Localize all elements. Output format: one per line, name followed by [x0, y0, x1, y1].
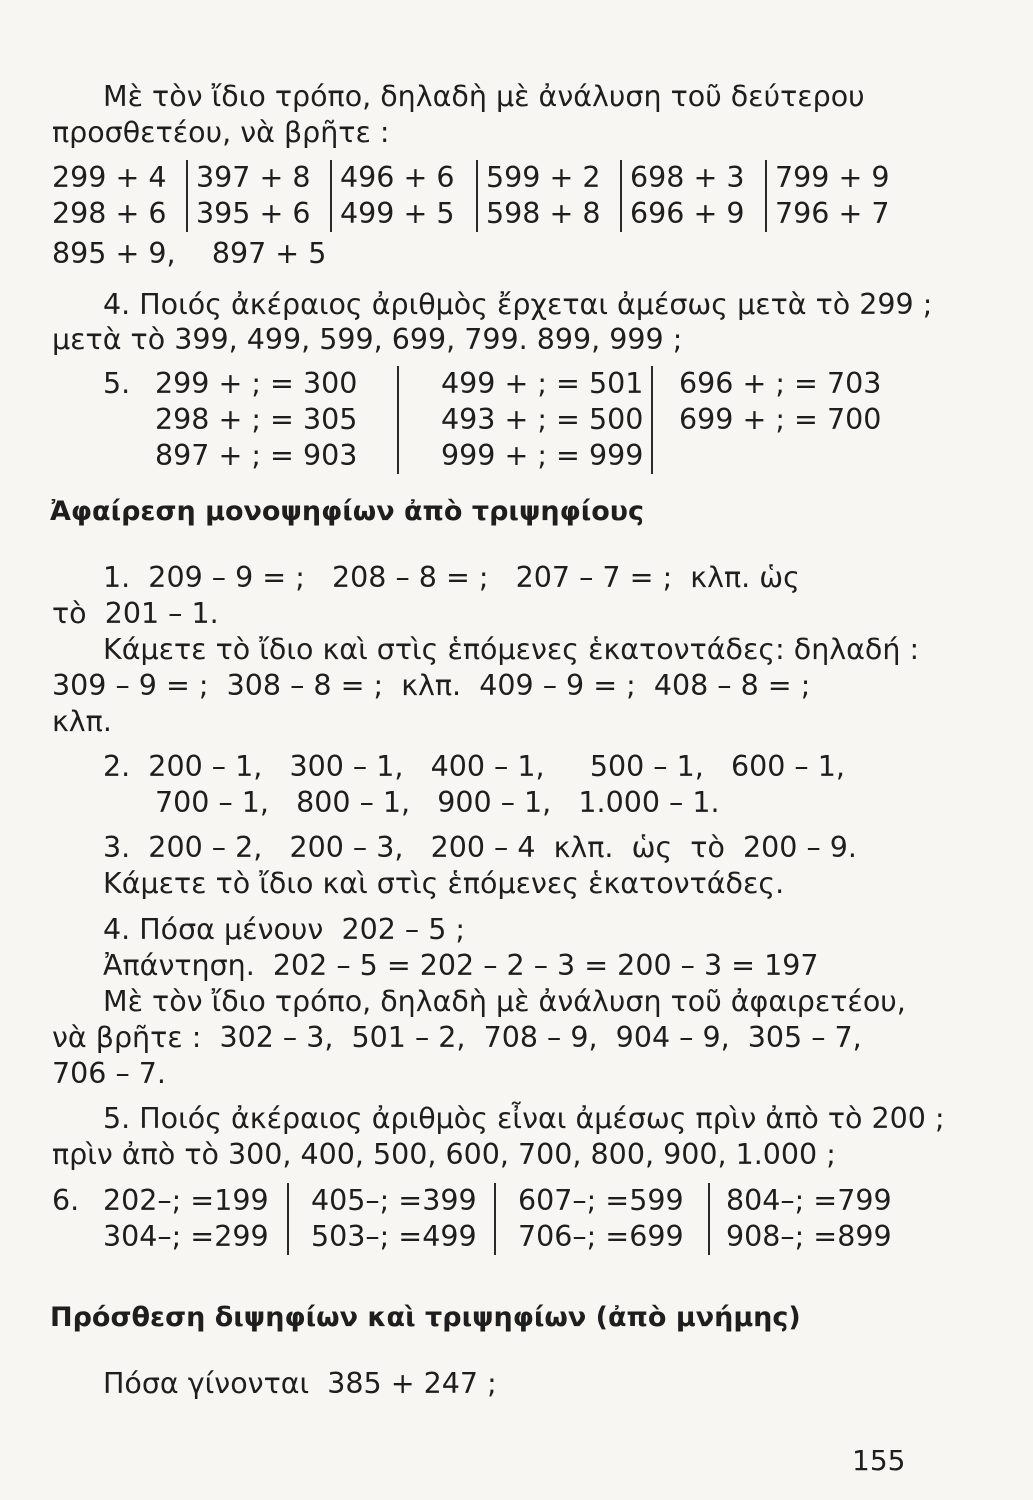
page-number: 155	[852, 1444, 906, 1477]
grid-column	[708, 1183, 904, 1255]
exercise-5-number: 5.	[103, 367, 131, 400]
grid-column	[103, 1183, 287, 1255]
grid-cell: 299 + 4	[52, 161, 167, 194]
grid-cell: 395 + 6	[196, 197, 311, 230]
subtraction-ex-4-line-2: Ἀπάντηση. 202 – 5 = 202 – 2 – 3 = 200 – 3 = 197	[103, 949, 819, 982]
grid-cell: 908–; =899	[726, 1220, 892, 1253]
grid-column	[186, 160, 330, 232]
subtraction-ex-1-line-3: Κάμετε τὸ ἴδιο καὶ στὶς ἑπόμενες ἑκατοντάδες: δηλαδή :	[103, 633, 920, 666]
exercise-4-line-2: μετὰ τὸ 399, 499, 599, 699, 799. 899, 999 ;	[52, 323, 683, 356]
grid-column	[494, 1183, 708, 1255]
section-heading-2: Πρόσθεση διψηφίων καὶ τριψηφίων (ἀπὸ μνήμης)	[50, 1302, 801, 1333]
intro-line-2: προσθετέου, νὰ βρῆτε :	[52, 116, 390, 149]
grid-cell: 304–; =299	[103, 1220, 269, 1253]
subtraction-ex-3-line-2: Κάμετε τὸ ἴδιο καὶ στὶς ἑπόμενες ἑκατοντάδες.	[103, 867, 785, 900]
grid-column	[765, 160, 905, 232]
grid-column	[476, 160, 620, 232]
grid-cell: 496 + 6	[340, 161, 455, 194]
subtraction-ex-6-grid	[103, 1183, 904, 1255]
subtraction-ex-2-line-1: 2. 200 – 1, 300 – 1, 400 – 1, 500 – 1, 600 – 1,	[103, 750, 845, 783]
grid-cell: 799 + 9	[775, 161, 890, 194]
grid-column	[287, 1183, 494, 1255]
grid-cell: 299 + ; = 300	[155, 367, 358, 400]
grid-cell: 698 + 3	[630, 161, 745, 194]
section-heading: Ἀφαίρεση μονοψηφίων ἀπὸ τριψηφίους	[50, 496, 645, 527]
grid-cell: 503–; =499	[311, 1220, 477, 1253]
subtraction-ex-4-line-1: 4. Πόσα μένουν 202 – 5 ;	[103, 913, 466, 946]
subtraction-ex-1-line-5: κλπ.	[52, 705, 112, 738]
grid-cell: 897 + ; = 903	[155, 439, 358, 472]
grid-cell: 706–; =699	[518, 1220, 684, 1253]
grid-cell: 499 + 5	[340, 197, 455, 230]
subtraction-ex-4-line-4: νὰ βρῆτε : 302 – 3, 501 – 2, 708 – 9, 904 – 9, 305 – 7,	[52, 1021, 862, 1054]
subtraction-ex-5-line-2: πρὶν ἀπὸ τὸ 300, 400, 500, 600, 700, 800, 900, 1.000 ;	[52, 1138, 836, 1171]
subtraction-ex-1-line-2: τὸ 201 – 1.	[52, 597, 219, 630]
grid-cell: 696 + ; = 703	[679, 367, 882, 400]
grid-cell: 599 + 2	[486, 161, 601, 194]
grid-cell: 493 + ; = 500	[441, 403, 644, 436]
grid-cell: 397 + 8	[196, 161, 311, 194]
grid-column	[330, 160, 476, 232]
grid-column	[620, 160, 765, 232]
final-question: Πόσα γίνονται 385 + 247 ;	[103, 1367, 497, 1400]
grid-column	[155, 366, 397, 474]
intro-line-1: Μὲ τὸν ἴδιο τρόπο, δηλαδὴ μὲ ἀνάλυση τοῦ δεύτερου	[103, 80, 865, 113]
grid-extra-line: 895 + 9, 897 + 5	[52, 237, 327, 270]
addition-grid	[52, 160, 905, 232]
grid-cell: 405–; =399	[311, 1184, 477, 1217]
grid-cell: 804–; =799	[726, 1184, 892, 1217]
grid-cell: 598 + 8	[486, 197, 601, 230]
grid-cell: 696 + 9	[630, 197, 745, 230]
subtraction-ex-5-line-1: 5. Ποιός ἀκέραιος ἀριθμὸς εἶναι ἀμέσως πρὶν ἀπὸ τὸ 200 ;	[103, 1102, 945, 1135]
grid-cell: 796 + 7	[775, 197, 890, 230]
subtraction-ex-3-line-1: 3. 200 – 2, 200 – 3, 200 – 4 κλπ. ὡς τὸ 200 – 9.	[103, 831, 857, 864]
grid-column	[52, 160, 186, 232]
grid-cell: 202–; =199	[103, 1184, 269, 1217]
subtraction-ex-1-line-4: 309 – 9 = ; 308 – 8 = ; κλπ. 409 – 9 = ; 408 – 8 = ;	[52, 669, 811, 702]
grid-cell: 699 + ; = 700	[679, 403, 882, 436]
subtraction-ex-2-line-2: 700 – 1, 800 – 1, 900 – 1, 1.000 – 1.	[155, 786, 720, 819]
grid-column	[651, 366, 901, 474]
exercise-4-line-1: 4. Ποιός ἀκέραιος ἀριθμὸς ἔρχεται ἀμέσως μετὰ τὸ 299 ;	[103, 288, 933, 321]
subtraction-ex-4-line-5: 706 – 7.	[52, 1057, 166, 1090]
grid-cell: 298 + 6	[52, 197, 167, 230]
grid-cell: 999 + ; = 999	[441, 439, 644, 472]
grid-cell: 298 + ; = 305	[155, 403, 358, 436]
grid-cell: 607–; =599	[518, 1184, 684, 1217]
subtraction-ex-1-line-1: 1. 209 – 9 = ; 208 – 8 = ; 207 – 7 = ; κλπ. ὡς	[103, 561, 800, 594]
subtraction-ex-4-line-3: Μὲ τὸν ἴδιο τρόπο, δηλαδὴ μὲ ἀνάλυση τοῦ ἀφαιρετέου,	[103, 985, 906, 1018]
subtraction-ex-6-number: 6.	[52, 1184, 80, 1217]
grid-column	[397, 366, 651, 474]
grid-cell: 499 + ; = 501	[441, 367, 644, 400]
exercise-5-grid	[155, 366, 901, 474]
